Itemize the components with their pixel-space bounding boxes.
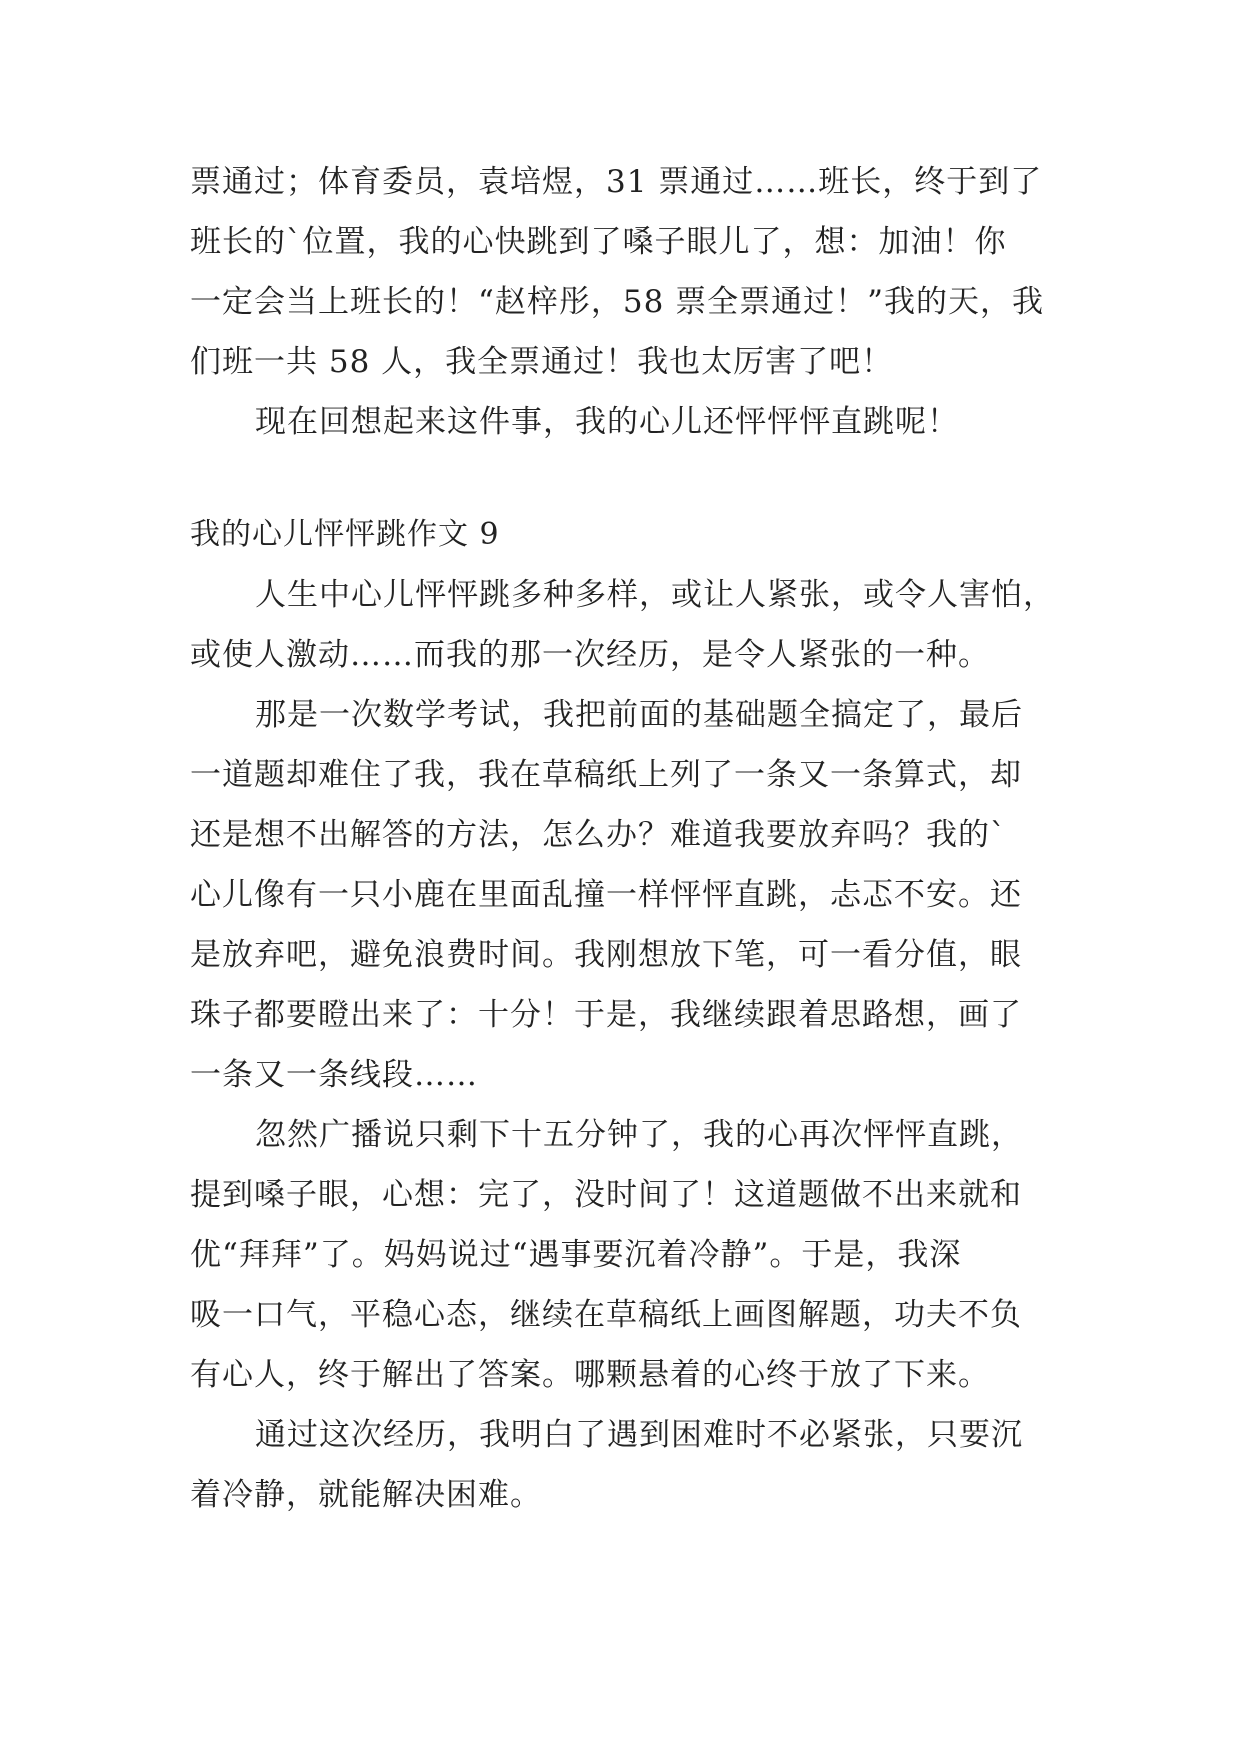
text-line: 班长的`位置，我的心快跳到了嗓子眼儿了，想：加油！你	[190, 224, 1007, 260]
text-line: 吸一口气，平稳心态，继续在草稿纸上画图解题，功夫不负	[190, 1297, 1022, 1333]
text-line: 还是想不出解答的方法，怎么办？难道我要放弃吗？我的`	[190, 817, 1007, 853]
text-line: 优“拜拜”了。妈妈说过“遇事要沉着冷静”。于是，我深	[190, 1237, 962, 1273]
text-line: 一定会当上班长的！“赵梓彤，58 票全票通过！”我的天，我	[190, 284, 1044, 320]
text-line: 提到嗓子眼，心想：完了，没时间了！这道题做不出来就和	[190, 1177, 1022, 1213]
text-line: 珠子都要瞪出来了：十分！于是，我继续跟着思路想，画了	[190, 997, 1022, 1033]
text-line: 一道题却难住了我，我在草稿纸上列了一条又一条算式，却	[190, 757, 1022, 793]
text-line: 忽然广播说只剩下十五分钟了，我的心再次怦怦直跳，	[255, 1117, 1023, 1153]
text-line: 现在回想起来这件事，我的心儿还怦怦怦直跳呢！	[255, 404, 959, 440]
text-line: 着冷静，就能解决困难。	[190, 1477, 542, 1513]
essay-title: 我的心儿怦怦跳作文 9	[190, 517, 500, 552]
text-line: 有心人，终于解出了答案。哪颗悬着的心终于放了下来。	[190, 1357, 990, 1393]
text-line: 票通过；体育委员，袁培煜，31 票通过……班长，终于到了	[190, 164, 1043, 200]
text-line: 人生中心儿怦怦跳多种多样，或让人紧张，或令人害怕，	[255, 577, 1055, 613]
text-line: 或使人激动……而我的那一次经历，是令人紧张的一种。	[190, 637, 990, 673]
text-line: 那是一次数学考试，我把前面的基础题全搞定了，最后	[255, 697, 1023, 733]
text-line: 是放弃吧，避免浪费时间。我刚想放下笔，可一看分值，眼	[190, 937, 1022, 973]
text-line: 心儿像有一只小鹿在里面乱撞一样怦怦直跳，忐忑不安。还	[190, 877, 1022, 913]
text-line: 们班一共 58 人，我全票通过！我也太厉害了吧！	[190, 344, 894, 380]
text-line: 一条又一条线段……	[190, 1057, 478, 1093]
text-line: 通过这次经历，我明白了遇到困难时不必紧张，只要沉	[255, 1417, 1023, 1453]
